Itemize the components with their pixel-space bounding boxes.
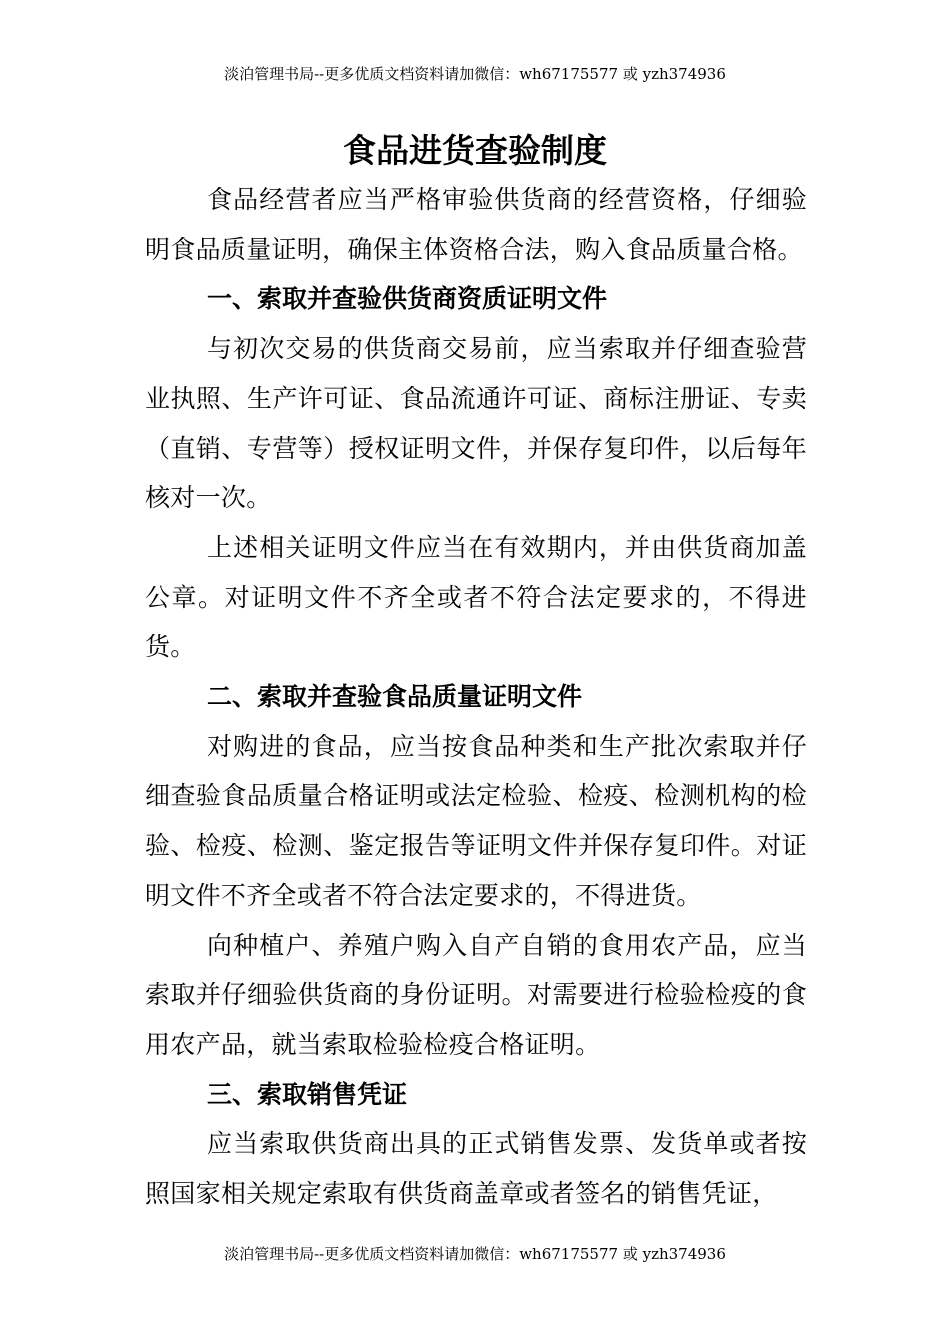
section-3-paragraph-1: 应当索取供货商出具的正式销售发票、发货单或者按照国家相关规定索取有供货商盖章或者签名的销售凭证， [145,1129,807,1209]
intro-paragraph: 食品经营者应当严格审验供货商的经营资格，仔细验明食品质量证明，确保主体资格合法，购入食品质量合格。 [145,185,807,264]
section-2-heading: 二、索取并查验食品质量证明文件 [207,682,583,712]
section-1-heading: 一、索取并查验供货商资质证明文件 [207,284,608,314]
page-footer: 淡泊管理书局--更多优质文档资料请加微信：wh67175577 或 yzh374936 [224,1245,726,1263]
document-title: 食品进货查验制度 [343,131,607,170]
section-3-heading: 三、索取销售凭证 [207,1079,408,1109]
document-body [145,175,807,1219]
section-2-paragraph-2: 向种植户、养殖户购入自产自销的食用农产品，应当索取并仔细验供货商的身份证明。对需要进行检验检疫的食用农产品，就当索取检验检疫合格证明。 [145,930,807,1059]
section-2-paragraph-1: 对购进的食品，应当按食品种类和生产批次索取并仔细查验食品质量合格证明或法定检验、检疫、检测机构的检验、检疫、检测、鉴定报告等证明文件并保存复印件。对证明文件不齐全或者不符合法定要求的，不得进货。 [145,731,807,910]
section-1-paragraph-1: 与初次交易的供货商交易前，应当索取并仔细查验营业执照、生产许可证、食品流通许可证、商标注册证、专卖（直销、专营等）授权证明文件，并保存复印件，以后每年核对一次。 [145,334,807,513]
page-header: 淡泊管理书局--更多优质文档资料请加微信：wh67175577 或 yzh374936 [224,65,726,83]
section-1-paragraph-2: 上述相关证明文件应当在有效期内，并由供货商加盖公章。对证明文件不齐全或者不符合法定要求的，不得进货。 [145,532,807,662]
